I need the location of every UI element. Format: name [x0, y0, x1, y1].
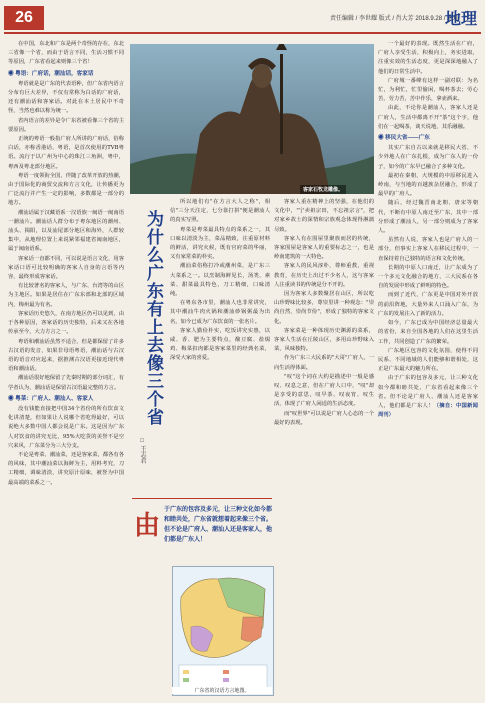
paragraph: 粤语一度领衔全国，伴随了改革开放的热潮，由于国际化的商贸交流和方言文化，让传播更为广泛流行并产生一定的影响，多数都是一部分的地方。	[8, 172, 124, 207]
page-number: 26	[4, 6, 44, 30]
author-byline: □ 王志君	[139, 438, 145, 464]
paragraph: 由于广东的包容及多元，让三种文化如今都和睦共处，广东省看起来像三个省。但不论是广府人、潮汕人还是客家人，他们都是广东人！（摘自：中国新闻周刊）	[378, 375, 478, 419]
paragraph: 因为客家人多数聚居在山区，所以吃山珍野味比较多，尊崇里讲一种观念："崇尚自然，崇尚节俭"，形成了独特的客家文化。	[274, 291, 374, 325]
article-title: 为什么广东有上去像三个省	[144, 210, 163, 426]
paragraph: 在粤东各市里，潮汕人也非常讲究，其中潮汕牛肉火锅和潮汕砂锅粥最为出名，如今已成为广东饮食的一张名片。	[170, 300, 270, 325]
pullquote-text: 于广东的包容及多元，让三种文化如今都和睦共处，广东省就想着起来像三个省。但不论是广府人、潮汕人还是客家人，他们都是广东人！	[164, 507, 273, 543]
paragraph: 没有钱能直接把中国34个省份的所有饮食文化讲清楚，但如果让人说哪个省吃得最好，可以说绝大多数中国人都会说是广东。这是因为广东人对饮食的讲究无比，95%大吃货的美誉不是空穴来风，广东菜分为三大分支。	[8, 405, 124, 449]
paragraph: 而"叹世界"可以说是广府人心态的一个最好的表现。	[274, 410, 374, 426]
paragraph: 客家人勤俭朴实，吃饭讲究实惠，以咸、香、肥为主要特点，酿豆腐、盐焗鸡、梅菜扣肉都是客家菜里的经典名菜，深受大家的喜爱。	[170, 327, 270, 362]
paragraph: 粤语和潮汕话虽然不适合，但是都保留了许多古汉语的发音，如果非母语粤语，潮汕话与古汉语的语音对应起来，据推测古汉语更接近现代粤语和潮汕话。	[8, 338, 124, 373]
paragraph: 随后，经过魏晋南北朝、唐宋等朝代，不断有中原人南迁至广东，其中一部分形成了潮汕人，另一部分则成为了客家人。	[378, 200, 478, 235]
paragraph: 在中国，东北和广东是两个奇怪的存在，东北三省像一个省，而由于语言不同，生活习惯不同等原因，广东省看起来则像三个省！	[8, 41, 124, 66]
dialect-map	[172, 566, 274, 696]
paragraph: 一个最好的表现。既然生活在广府，广府人享受生活，积极向上，务实进取，注重实效的生活态度，更是深深地融入了他们的日常生活中。	[378, 41, 478, 75]
paragraph: 由此，不论你是潮汕人，客家人还是广府人，生活中都离不开"茶"这个字，他们在一起喝茶，谈天说地，其乐融融。	[378, 105, 478, 130]
paragraph: 客家人有在围屋里聚族而居的传统，客家围屋是客家人的重要标志之一，也是岭南建筑的一大特色。	[274, 235, 374, 261]
column-e	[274, 198, 374, 698]
dialect-map-image	[173, 567, 273, 695]
paragraph: 其实广东自古以来就是移民大省，不少外地人在广东扎根，成为广东人的一份子，如今的广东早已融合了多种文化。	[378, 145, 478, 170]
paragraph: 客家人的民风淳朴，尊师重教，重视教育，在历史上出过不少名人，这与客家人注重读书的传统是分不开的。	[274, 263, 374, 288]
section-heading: ◉ 移民大省——广东	[378, 135, 430, 142]
paragraph: 客家菜是一种体现历史渊源的菜系，客家人生活在丘陵山区，多用山珍野味入菜，风味独特。	[274, 327, 374, 353]
section-heading: ◉ 粤菜：广府人、潮汕人、客家人	[8, 395, 94, 402]
paragraph: 潮汕菜俗称打冷或潮州菜，是广东三大菜系之一。以烹制海鲜见长，汤类、素菜、甜菜最具特色，刀工精细，口味清纯。	[170, 263, 270, 298]
paragraph: 虽然有人说，客家人也是广府人的一部分，但事实上客家人在移民过程中，一直保持着自己独特的语言和文化传统。	[378, 237, 478, 262]
page-header	[0, 0, 485, 34]
paragraph: 所以地们有"在方言大人之称"，相信"三分天注定，七分靠打拼"便是潮汕人的真实写照。	[170, 199, 270, 224]
paragraph: 客家话一直都不同，可以说是语言文化，用客家话口语可比较明确的客家人自身的言语等内容，最终形成客家话。	[8, 255, 124, 281]
paragraph: 正统的粤语一般指广府人所讲的广府话，俗称白话，亦称香港话、粤语，是首次使用的TVB粤语。流行于以广州为中心的珠江三角洲，粤中，粤西及粤北部分地区。	[8, 136, 124, 170]
statue-photo	[130, 44, 374, 194]
section-title: 地理	[444, 11, 477, 28]
paragraph: 省内语言的差异是令广东省被看像三个省的主要原因。	[8, 117, 124, 133]
paragraph: 客家话历史悠久，在南方地区仍可以见到，由于各种原因，客家话的历史独特，后来又在各地传承至今，大力方言之一。	[8, 310, 124, 336]
statue-image	[130, 44, 374, 194]
paragraph: 如今，广东已成为中国经济总量最大的省份，来自全国各地的人们在这里生活工作，共同创造了广东的繁荣。	[378, 320, 478, 345]
paragraph: 作为广东三大民系的"大哥"广府人，一向生活得体面。	[274, 355, 374, 371]
pullquote-dropcap: 由	[134, 511, 161, 540]
paragraph: 广东地区包容的文化氛围，使得不同民系、不同地域的人们能够和谐相处，这正是广东最大的魅力所在。	[378, 347, 478, 373]
paragraph: 粤语就是是广东的代表语种，但广东省内语言分布有巨大差异，不仅有常称为白话的广府话，还有潮汕话和客家话。对此在本土居民中不奇怪，当然也难以称为统一。	[8, 80, 124, 115]
paragraph: 潮汕话属于汉藏语系一汉语族一闽语一闽南语一潮汕片。潮汕话人群分布于粤东地区的潮州、汕头、揭阳，以及汕尾部分地区和海外，人群较集中，从地理位置上来说紧邻福建省闽南地区，属于闽南语系。	[8, 209, 124, 253]
section-heading: ◉ 粤语：广府话，潮汕话，客家话	[8, 70, 94, 77]
column-a	[8, 40, 124, 698]
header-rule	[4, 32, 481, 34]
paragraph: 粤菜是粤菜最具特点的菜系之一，其口味以清淡为主，菜品精致，注重原材料的鲜活，讲究火候，既有官府菜的华丽，又有家常菜的朴实。	[170, 226, 270, 261]
paragraph: 潮汕话很好地保留了先秦时期的部分词汇，有学者认为，潮汕话是保留古汉语最完整的方言。	[8, 375, 124, 391]
photo-caption: 客家石牧龙雕像。	[300, 185, 346, 194]
paragraph: "叹"这个词在大约是描述中一般是感叹、叹息之意，但在广府人口中，"叹"却是享受的意思，叹早茶、叹夜宵、叹生活，体现了广府人闲适的生活态度。	[274, 373, 374, 408]
editor-meta: 责任编辑 / 李世耀 版式 / 肖大芳 2018.9.28 / 地理	[330, 16, 460, 22]
map-caption: 广东省的汉语方言地图。	[172, 687, 272, 694]
paragraph: 长期的中原人口南迁，让广东成为了一个多元文化融合的地方，三大民系在各自的发展中形成了鲜明的特色。	[378, 264, 478, 290]
source-note: （摘自：中国新闻周刊）	[378, 402, 478, 419]
paragraph: 而到了近代，广东更是中国对外开放的前沿阵地，大量外来人口涌入广东，为广东的发展注入了新的活力。	[378, 292, 478, 317]
paragraph: 广府城一番峰有这样一副对联：为名忙，为利忙，忙里偷闲，喝杯茶去；劳心苦，劳力苦，苦中作乐，拿壶酒来。	[378, 77, 478, 103]
paragraph: 最初在秦朝，大规模的中原移民进入岭南，与当地的百越族杂居融合，形成了最早的广府人。	[378, 172, 478, 198]
paragraph: 不论是粤菜、潮汕菜，还是客家菜，都各有各的风味，其中潮汕菜以海鲜为主，用料考究，刀工精细，调味清淡，讲究原汁原味，被誉为中国最高端的菜系之一。	[8, 451, 124, 486]
paragraph: 有比较著名的客家人，与广东、台湾等的山区为主地区。如果是居住在广东东部和北部的区域内，梅州最为有名。	[8, 283, 124, 308]
column-f	[378, 40, 478, 698]
column-d	[170, 198, 270, 498]
pullquote	[132, 498, 272, 563]
paragraph: 客家人重在精神上的坚强，在他们的文化中，"宁卖祖宗田，不忘祖宗言"，把对家乡故土的深情和宗族观念体现得淋漓尽致。	[274, 199, 374, 233]
